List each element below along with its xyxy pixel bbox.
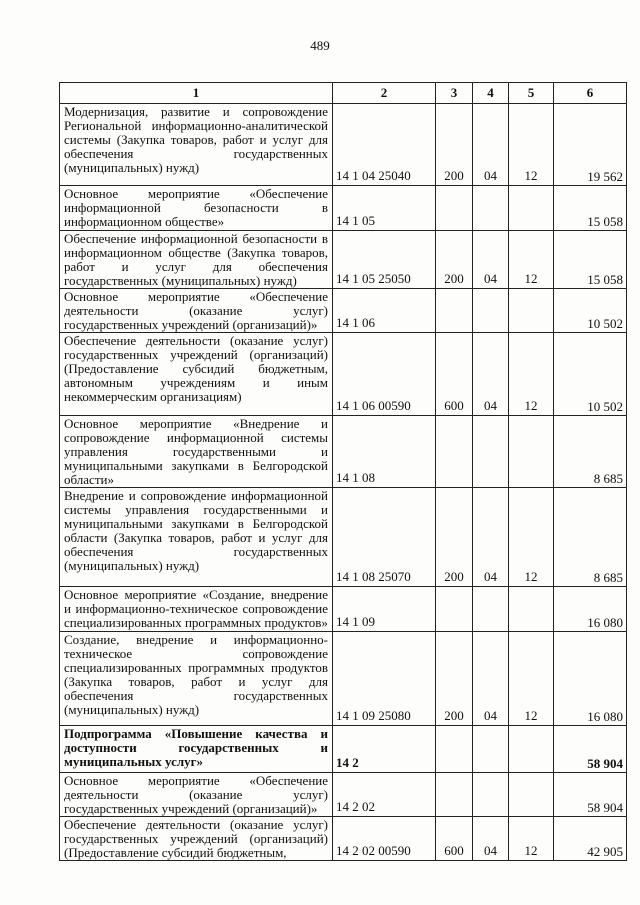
cell-5 (509, 289, 554, 333)
table-row (60, 104, 627, 186)
cell-4: 04 (473, 104, 509, 186)
cell-4 (473, 773, 509, 817)
table-row (60, 817, 627, 861)
header-row (60, 83, 627, 104)
cell-5: 12 (509, 632, 554, 726)
cell-name: Основное мероприятие «Обеспечение деятельности (оказание услуг) государственных учреждений (организаций)» (60, 773, 333, 817)
cell-5: 12 (509, 488, 554, 587)
cell-code: 14 2 02 (333, 773, 436, 817)
column-header-code: 2 (333, 83, 436, 104)
cell-code: 14 1 08 25070 (333, 488, 436, 587)
cell-code: 14 1 06 00590 (333, 333, 436, 416)
cell-3: 200 (436, 104, 473, 186)
table-row (60, 726, 627, 773)
cell-sum: 42 905 (554, 817, 627, 861)
cell-code: 14 2 (333, 726, 436, 773)
cell-4: 04 (473, 333, 509, 416)
cell-5: 12 (509, 104, 554, 186)
cell-3: 200 (436, 488, 473, 587)
table-row (60, 231, 627, 289)
cell-name: Основное мероприятие «Внедрение и сопровождение информационной системы управления государственными и муниципальными закупками в Белгородской области» (60, 416, 333, 488)
cell-5 (509, 726, 554, 773)
cell-4: 04 (473, 632, 509, 726)
table-row (60, 587, 627, 632)
cell-name: Модернизация, развитие и сопровождение Региональной информационно-аналитической системы (Закупка товаров, работ и услуг для обеспечения государственных (муниципальных) нужд) (60, 104, 333, 186)
cell-sum: 10 502 (554, 333, 627, 416)
cell-5 (509, 587, 554, 632)
column-header-4: 4 (473, 83, 509, 104)
cell-name: Обеспечение информационной безопасности в информационном обществе (Закупка товаров, работ и услуг для обеспечения государственных (муниципальных) нужд) (60, 231, 333, 289)
table-row (60, 488, 627, 587)
cell-sum: 10 502 (554, 289, 627, 333)
cell-sum: 15 058 (554, 186, 627, 231)
table-row (60, 416, 627, 488)
cell-name: Основное мероприятие «Обеспечение информационной безопасности в информационном обществе» (60, 186, 333, 231)
cell-3: 600 (436, 333, 473, 416)
cell-4: 04 (473, 488, 509, 587)
cell-3: 600 (436, 817, 473, 861)
cell-code: 14 1 09 25080 (333, 632, 436, 726)
column-header-name: 1 (60, 83, 333, 104)
column-header-3: 3 (436, 83, 473, 104)
cell-code: 14 2 02 00590 (333, 817, 436, 861)
cell-sum: 15 058 (554, 231, 627, 289)
cell-3 (436, 416, 473, 488)
cell-name: Основное мероприятие «Обеспечение деятельности (оказание услуг) государственных учреждений (организаций)» (60, 289, 333, 333)
cell-5: 12 (509, 333, 554, 416)
table-row (60, 773, 627, 817)
column-header-5: 5 (509, 83, 554, 104)
cell-4 (473, 289, 509, 333)
budget-table (59, 82, 627, 861)
table-row (60, 632, 627, 726)
cell-name: Внедрение и сопровождение информационной системы управления государственными и муниципальными закупками в Белгородской области (Закупка товаров, работ и услуг для обеспечения государственных (муниципальных) нужд) (60, 488, 333, 587)
table-row (60, 186, 627, 231)
cell-3 (436, 186, 473, 231)
cell-sum: 16 080 (554, 632, 627, 726)
cell-3 (436, 289, 473, 333)
cell-code: 14 1 06 (333, 289, 436, 333)
cell-4: 04 (473, 231, 509, 289)
cell-3 (436, 587, 473, 632)
cell-3 (436, 773, 473, 817)
cell-3: 200 (436, 632, 473, 726)
cell-code: 14 1 09 (333, 587, 436, 632)
table-row (60, 333, 627, 416)
cell-name: Основное мероприятие «Создание, внедрение и информационно-техническое сопровождение специализированных программных продуктов» (60, 587, 333, 632)
cell-4 (473, 186, 509, 231)
cell-sum: 58 904 (554, 773, 627, 817)
table-row (60, 289, 627, 333)
cell-code: 14 1 04 25040 (333, 104, 436, 186)
cell-5: 12 (509, 231, 554, 289)
cell-sum: 8 685 (554, 416, 627, 488)
cell-name: Обеспечение деятельности (оказание услуг) государственных учреждений (организаций) (Предоставление субсидий бюджетным, (60, 817, 333, 861)
cell-code: 14 1 05 25050 (333, 231, 436, 289)
cell-sum: 58 904 (554, 726, 627, 773)
cell-4 (473, 416, 509, 488)
cell-sum: 19 562 (554, 104, 627, 186)
page-number: 489 (310, 38, 330, 53)
cell-5: 12 (509, 817, 554, 861)
cell-name: Подпрограмма «Повышение качества и доступности государственных и муниципальных услуг» (60, 726, 333, 773)
cell-code: 14 1 05 (333, 186, 436, 231)
cell-name: Создание, внедрение и информационно-техническое сопровождение специализированных программных продуктов (Закупка товаров, работ и услуг для обеспечения государственных (муниципальных) нужд) (60, 632, 333, 726)
cell-3 (436, 726, 473, 773)
cell-5 (509, 416, 554, 488)
cell-3: 200 (436, 231, 473, 289)
cell-code: 14 1 08 (333, 416, 436, 488)
column-header-sum: 6 (554, 83, 627, 104)
cell-sum: 16 080 (554, 587, 627, 632)
cell-4: 04 (473, 817, 509, 861)
cell-4 (473, 587, 509, 632)
cell-4 (473, 726, 509, 773)
cell-sum: 8 685 (554, 488, 627, 587)
cell-name: Обеспечение деятельности (оказание услуг) государственных учреждений (организаций) (Предоставление субсидий бюджетным, автономным учреждениям и иным некоммерческим организациям) (60, 333, 333, 416)
cell-5 (509, 773, 554, 817)
cell-5 (509, 186, 554, 231)
